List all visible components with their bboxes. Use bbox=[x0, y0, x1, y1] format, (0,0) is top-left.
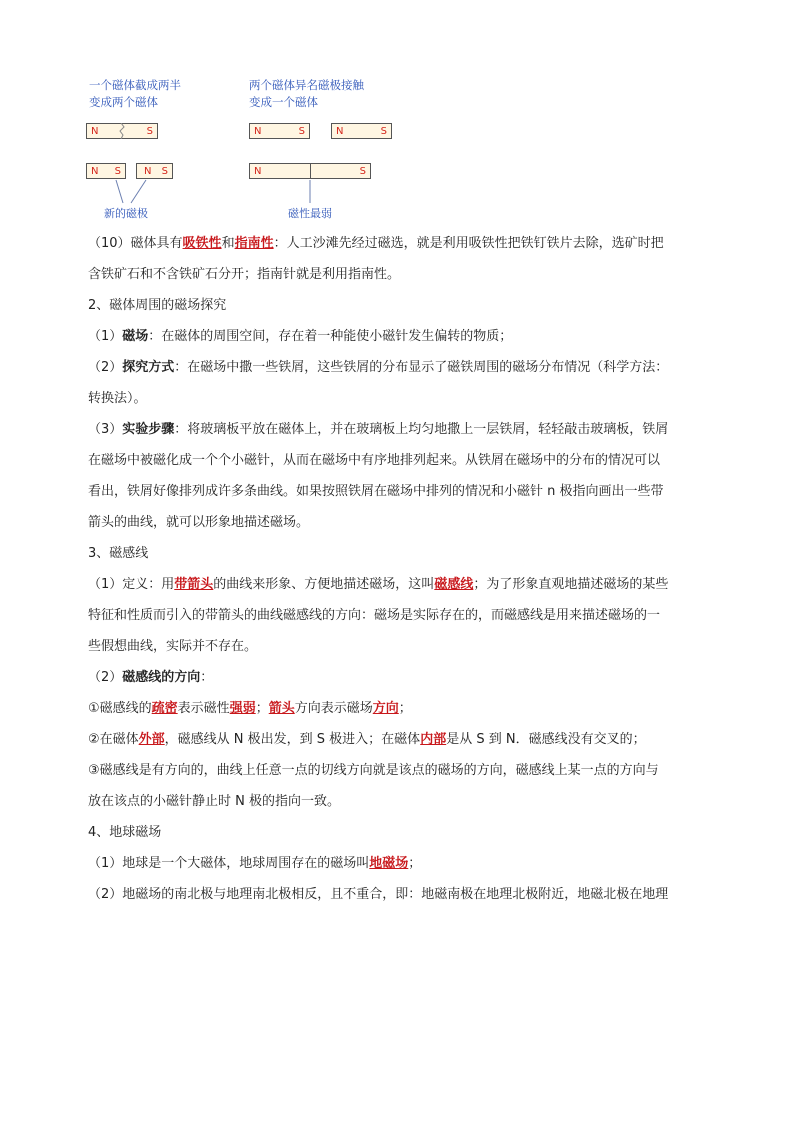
section-2-item-2-cont: 转换法）。 bbox=[88, 391, 147, 406]
text: （10）磁体具有 bbox=[88, 236, 183, 251]
pole-s: S bbox=[146, 126, 153, 137]
text: ； bbox=[398, 701, 412, 716]
term: 探究方式 bbox=[122, 360, 175, 375]
pole-n: N bbox=[254, 166, 262, 177]
pole-n: N bbox=[336, 126, 344, 137]
section-3-definition-line-1 bbox=[88, 569, 718, 600]
section-4-item-2: （2）地磁场的南北极与地理南北极相反，且不重合，即：地磁南极在地理北极附近，地磁北极在地理 bbox=[88, 887, 669, 902]
left-caption-line-2: 变成两个磁体 bbox=[89, 95, 158, 109]
keyword: 带箭头 bbox=[174, 577, 214, 592]
text: ：将玻璃板平放在磁体上，并在玻璃板上均匀地撒上一层铁屑，轻轻敲击玻璃板，铁屑 bbox=[174, 422, 669, 437]
section-3-point-3-line-1: ③磁感线是有方向的，曲线上任意一点的切线方向就是该点的磁场的方向，磁感线上某一点的方向与 bbox=[88, 763, 659, 778]
section-2-item-3-line-4: 箭头的曲线，就可以形象地描述磁场。 bbox=[88, 515, 310, 530]
magnet-figure bbox=[0, 0, 794, 225]
section-2-item-1 bbox=[88, 321, 718, 352]
keyword: 磁感线 bbox=[434, 577, 474, 592]
section-2-item-3-line-2: 在磁场中被磁化成一个个小磁针，从而在磁场中有序地排列起来。从铁屑在磁场中的分布的情况可以 bbox=[88, 453, 661, 468]
pole-s: S bbox=[359, 166, 366, 177]
text: 表示磁性 bbox=[177, 701, 230, 716]
right-caption-line-1: 两个磁体异名磁极接触 bbox=[249, 78, 364, 92]
pole-s: S bbox=[298, 126, 305, 137]
text: ： bbox=[200, 670, 214, 685]
pole-s: S bbox=[380, 126, 387, 137]
section-2-item-2 bbox=[88, 352, 718, 383]
section-2-item-3-line-3: 看出，铁屑好像排列成许多条曲线。如果按照铁屑在磁场中排列的情况和小磁针 n 极指向画出一些带 bbox=[88, 484, 664, 499]
text: ；为了形象直观地描述磁场的某些 bbox=[473, 577, 669, 592]
keyword: 地磁场 bbox=[369, 856, 409, 871]
section-4-heading: 4、地球磁场 bbox=[88, 825, 162, 840]
keyword: 吸铁性 bbox=[182, 236, 222, 251]
text: ：在磁场中撒一些铁屑，这些铁屑的分布显示了磁铁周围的磁场分布情况（科学方法： bbox=[174, 360, 669, 375]
pole-n: N bbox=[91, 126, 99, 137]
text: （2） bbox=[88, 670, 123, 685]
text: ； bbox=[408, 856, 422, 871]
section-3-heading: 3、磁感线 bbox=[88, 546, 149, 561]
text: 的曲线来形象、方便地描述磁场，这叫 bbox=[213, 577, 435, 592]
text: （2） bbox=[88, 360, 123, 375]
keyword: 箭头 bbox=[268, 701, 295, 716]
section-3-definition-line-2: 特征和性质而引入的带箭头的曲线磁感线的方向：磁场是实际存在的，而磁感线是用来描述磁场的一 bbox=[88, 608, 661, 623]
paragraph-10-line-1 bbox=[88, 228, 718, 259]
text: （1） bbox=[88, 329, 123, 344]
paragraph-10-line-2: 含铁矿石和不含铁矿石分开；指南针就是利用指南性。 bbox=[88, 267, 401, 282]
text: ②在磁体 bbox=[88, 732, 139, 747]
text: 和 bbox=[221, 236, 235, 251]
section-2-heading: 2、磁体周围的磁场探究 bbox=[88, 298, 227, 313]
section-3-direction-heading bbox=[88, 662, 718, 693]
keyword: 内部 bbox=[420, 732, 447, 747]
pole-n: N bbox=[144, 166, 152, 177]
text: （1）定义：用 bbox=[88, 577, 175, 592]
left-caption-line-1: 一个磁体截成两半 bbox=[89, 78, 181, 92]
text: ，磁感线从 N 极出发，到 S 极进入；在磁体 bbox=[164, 732, 421, 747]
term: 实验步骤 bbox=[122, 422, 175, 437]
term: 磁场 bbox=[122, 329, 149, 344]
text: 是从 S 到 N．磁感线没有交叉的； bbox=[446, 732, 646, 747]
right-caption-line-2: 变成一个磁体 bbox=[249, 95, 318, 109]
text: 方向表示磁场 bbox=[294, 701, 373, 716]
label-weakest: 磁性最弱 bbox=[288, 207, 332, 220]
keyword: 指南性 bbox=[234, 236, 274, 251]
term: 磁感线的方向 bbox=[122, 670, 201, 685]
pole-n: N bbox=[91, 166, 99, 177]
section-3-definition-line-3: 些假想曲线，实际并不存在。 bbox=[88, 639, 258, 654]
text: （1）地球是一个大磁体，地球周围存在的磁场叫 bbox=[88, 856, 370, 871]
text: （3） bbox=[88, 422, 123, 437]
section-3-point-1 bbox=[88, 693, 718, 724]
section-2-item-3-line-1 bbox=[88, 414, 718, 445]
label-new-poles: 新的磁极 bbox=[104, 207, 148, 220]
pole-n: N bbox=[254, 126, 262, 137]
pole-s: S bbox=[114, 166, 121, 177]
text: ：在磁体的周围空间，存在着一种能使小磁针发生偏转的物质； bbox=[148, 329, 513, 344]
section-4-item-1 bbox=[88, 848, 718, 879]
text: ①磁感线的 bbox=[88, 701, 152, 716]
figure-pointers bbox=[0, 0, 794, 225]
pole-s: S bbox=[161, 166, 168, 177]
keyword: 疏密 bbox=[151, 701, 178, 716]
keyword: 外部 bbox=[138, 732, 165, 747]
keyword: 强弱 bbox=[229, 701, 256, 716]
text: ； bbox=[255, 701, 269, 716]
section-3-point-2 bbox=[88, 724, 718, 755]
keyword: 方向 bbox=[372, 701, 399, 716]
text: ：人工沙滩先经过磁选，就是利用吸铁性把铁钉铁片去除，选矿时把 bbox=[273, 236, 664, 251]
section-3-point-3-line-2: 放在该点的小磁针静止时 N 极的指向一致。 bbox=[88, 794, 340, 809]
content-body bbox=[88, 228, 718, 910]
